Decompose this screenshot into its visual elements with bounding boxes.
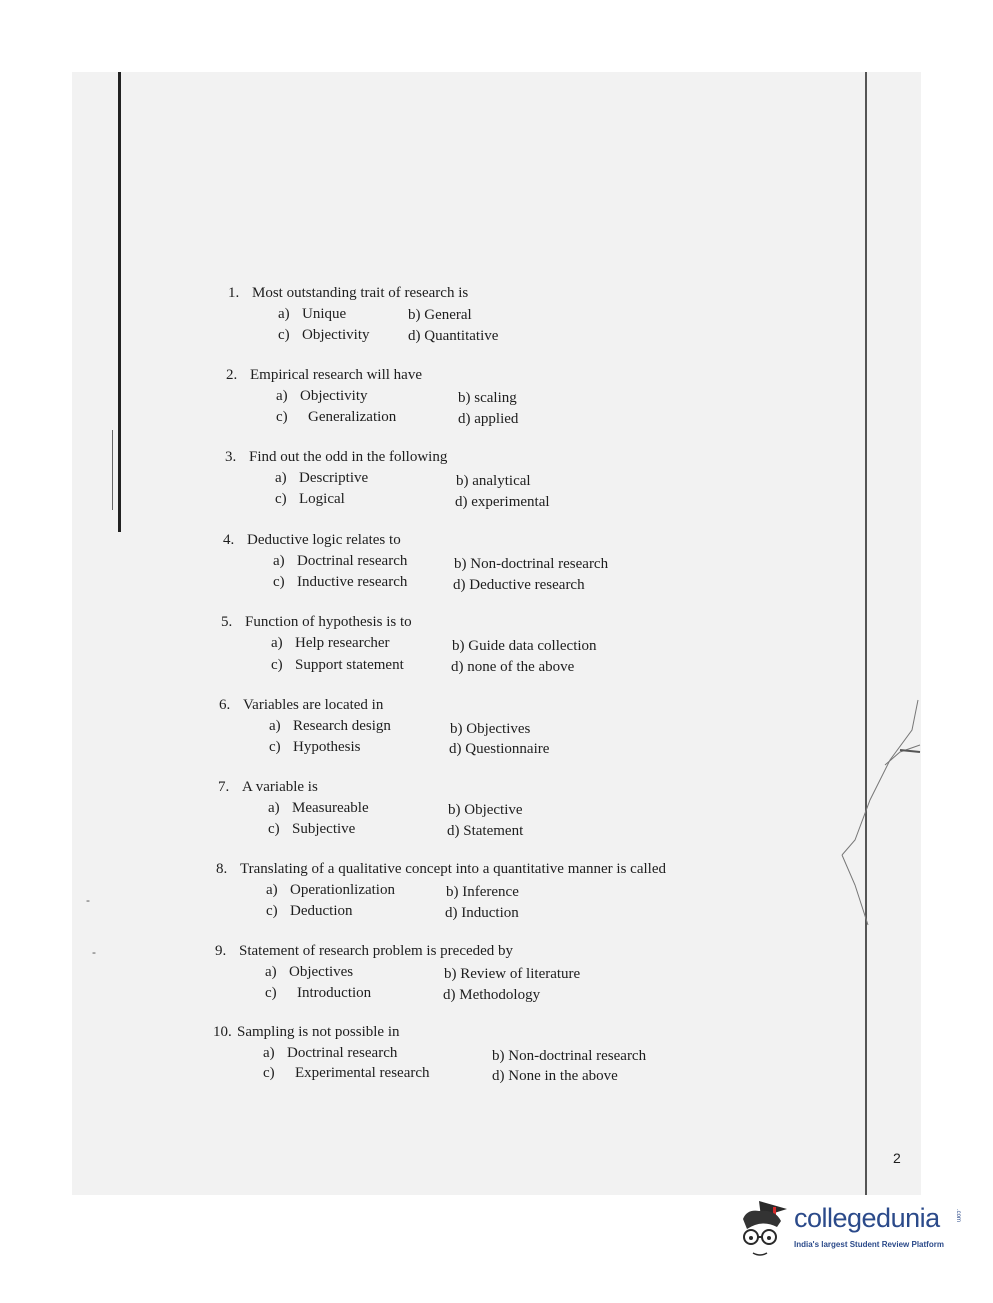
option-b: b) Inference	[446, 884, 519, 900]
question-stem: Function of hypothesis is to	[245, 614, 412, 630]
option-d: d) Induction	[445, 905, 519, 921]
option-b: b) Review of literature	[444, 966, 581, 982]
option-c: c) Generalization	[276, 409, 397, 425]
option-b: b) scaling	[458, 390, 517, 406]
question-4: 4. Deductive logic relates to	[223, 532, 401, 548]
scan-right-edge	[865, 72, 867, 1195]
collegedunia-logo[interactable]	[737, 1197, 967, 1257]
option-c: c) Hypothesis	[269, 739, 361, 755]
option-c: c) Support statement	[271, 657, 404, 673]
option-d: d) Deductive research	[453, 577, 585, 593]
option-a: a) Measureable	[268, 800, 369, 816]
question-stem: A variable is	[242, 779, 318, 795]
option-a: a) Unique	[278, 306, 347, 322]
question-8: 8. Translating of a qualitative concept into a quantitative manner is called	[216, 861, 666, 877]
option-a: a) Research design	[269, 718, 391, 734]
option-a: a) Doctrinal research	[273, 553, 408, 569]
pencil-scribble	[830, 690, 930, 930]
option-b: b) Objectives	[450, 721, 531, 737]
question-stem: Deductive logic relates to	[247, 532, 401, 548]
option-b: b) Guide data collection	[452, 638, 597, 654]
option-b: b) General	[408, 307, 472, 323]
question-5: 5. Function of hypothesis is to	[221, 614, 412, 630]
option-c: c) Introduction	[265, 985, 372, 1001]
option-d: d) applied	[458, 411, 519, 427]
logo-domain: .com	[955, 1209, 961, 1223]
scan-left-edge-faint	[112, 430, 113, 510]
option-a: a) Help researcher	[271, 635, 390, 651]
option-d: d) None in the above	[492, 1068, 618, 1084]
option-d: d) Methodology	[443, 987, 541, 1003]
option-d: d) experimental	[455, 494, 550, 510]
option-c: c) Deduction	[266, 903, 353, 919]
option-a: a) Descriptive	[275, 470, 369, 486]
question-stem: Variables are located in	[243, 697, 384, 713]
question-7: 7. A variable is	[218, 779, 318, 795]
question-stem: Empirical research will have	[250, 367, 423, 383]
option-d: d) none of the above	[451, 659, 575, 675]
question-stem: Find out the odd in the following	[249, 449, 448, 465]
option-c: c) Logical	[275, 491, 345, 507]
option-a: a) Operationlization	[266, 882, 395, 898]
stray-mark: -	[86, 893, 90, 907]
option-d: d) Questionnaire	[449, 741, 550, 757]
option-d: d) Quantitative	[408, 328, 499, 344]
option-a: a) Doctrinal research	[263, 1045, 398, 1061]
option-a: a) Objectives	[265, 964, 354, 980]
question-6: 6. Variables are located in	[219, 697, 384, 713]
question-2: 2. Empirical research will have	[226, 367, 423, 383]
scan-left-edge	[118, 72, 121, 532]
question-stem: Translating of a qualitative concept into a quantitative manner is called	[240, 861, 666, 877]
mascot-icon	[737, 1197, 793, 1257]
option-d: d) Statement	[447, 823, 524, 839]
question-3: 3. Find out the odd in the following	[225, 449, 448, 465]
option-c: c) Objectivity	[278, 327, 370, 343]
question-10: 10. Sampling is not possible in	[213, 1024, 400, 1040]
option-b: b) Objective	[448, 802, 523, 818]
option-b: b) analytical	[456, 473, 531, 489]
scanned-page	[72, 72, 921, 1195]
option-a: a) Objectivity	[276, 388, 368, 404]
option-c: c) Subjective	[268, 821, 356, 837]
option-c: c) Experimental research	[263, 1065, 430, 1081]
question-1: 1. Most outstanding trait of research is	[228, 285, 469, 301]
stray-mark: -	[92, 945, 96, 959]
question-stem: Statement of research problem is preceded by	[239, 943, 514, 959]
option-b: b) Non-doctrinal research	[454, 556, 609, 572]
question-stem: Sampling is not possible in	[237, 1024, 400, 1040]
option-b: b) Non-doctrinal research	[492, 1048, 647, 1064]
page-number: 2	[893, 1150, 901, 1166]
question-stem: Most outstanding trait of research is	[252, 285, 469, 301]
question-9: 9. Statement of research problem is preceded by	[215, 943, 514, 959]
option-c: c) Inductive research	[273, 574, 408, 590]
logo-wordmark: collegedunia	[794, 1203, 940, 1233]
logo-tagline: India's largest Student Review Platform	[794, 1240, 944, 1249]
